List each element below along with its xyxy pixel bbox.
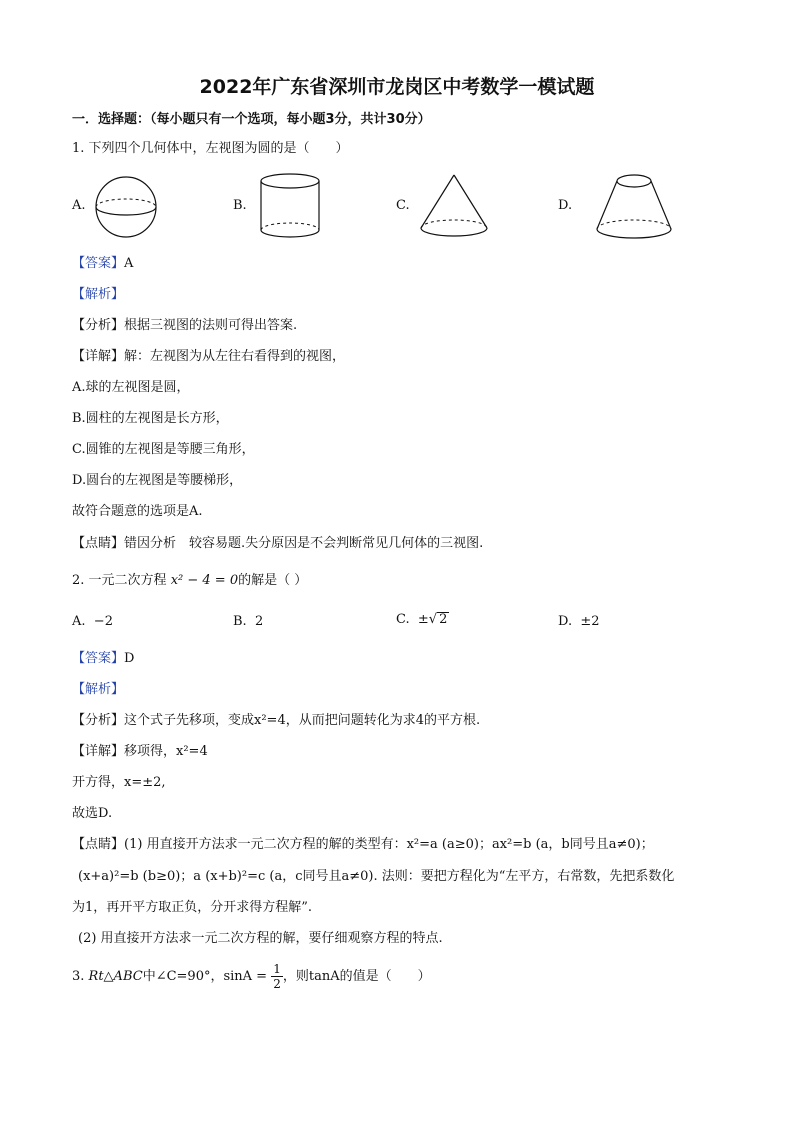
q2-xiangjie <box>72 743 208 761</box>
answer-value: D <box>124 651 135 666</box>
q3-mid: 中∠C=90°，sinA = <box>142 969 272 984</box>
q2-answer <box>72 650 134 668</box>
q1-answer <box>72 255 133 273</box>
q1-stem: 1. 下列四个几何体中，左视图为圆的是（ ） <box>72 141 349 156</box>
q2-stem-pre: 2. 一元二次方程 <box>72 573 167 588</box>
dianjing-text-1: (1) 用直接开方法求一元二次方程的解的类型有：x²=a (a≥0)；ax²=b (a，b同号且a≠0)； <box>124 837 654 852</box>
fenxi-text: 这个式子先移项，变成x²=4，从而把问题转化为求4的平方根. <box>124 713 481 728</box>
answer-value: A <box>124 256 134 271</box>
analysis-tag: 【解析】 <box>72 682 125 697</box>
dianjing-tag: 【点睛】 <box>72 837 125 852</box>
dianjing-text: 错因分析 较容易题.失分原因是不会判断常见几何体的三视图. <box>124 536 484 551</box>
answer-tag: 【答案】 <box>72 651 125 666</box>
q2-option-a-value: −2 <box>93 614 113 629</box>
answer-tag: 【答案】 <box>72 256 125 271</box>
q2-option-b <box>233 614 263 629</box>
cone-figure <box>418 172 490 240</box>
analysis-tag: 【解析】 <box>72 287 125 302</box>
dianjing-tag: 【点睛】 <box>72 536 125 551</box>
q1-analysis-tag <box>72 286 124 304</box>
q2-option-d <box>558 614 600 629</box>
q2-fenxi <box>72 712 480 730</box>
q3-number: 3. <box>72 969 89 984</box>
q3-numerator: 1 <box>273 962 281 976</box>
q2-dianjing-3: 为1，再开平方取正负，分开求得方程解”. <box>72 900 313 915</box>
q2-dianjing-4: (2) 用直接开方法求一元二次方程的解，要仔细观察方程的特点. <box>78 931 443 946</box>
page-title: 2022年广东省深圳市龙岗区中考数学一模试题 <box>199 76 595 98</box>
q2-option-c <box>396 612 449 627</box>
q1-fenxi <box>72 317 297 335</box>
q1-dianjing <box>72 535 483 553</box>
xiangjie-tag: 【详解】 <box>72 744 125 759</box>
q2-option-a-label: A. <box>72 614 86 629</box>
q2-analysis-tag <box>72 681 124 699</box>
q1-xiangjie <box>72 348 345 366</box>
q3-stem <box>72 960 431 994</box>
q1-conclusion: 故符合题意的选项是A. <box>72 504 203 519</box>
q2-dianjing-1 <box>72 836 654 854</box>
q2-option-c-pm: ± <box>417 612 429 627</box>
sqrt-symbol: √ <box>428 612 438 627</box>
fenxi-tag: 【分析】 <box>72 713 125 728</box>
q2-dianjing-2: (x+a)²=b (b≥0)；a (x+b)²=c (a，c同号且a≠0). 法则：要把方程化为“左平方，右常数，先把系数化 <box>78 869 675 884</box>
q3-denominator: 2 <box>273 977 281 991</box>
fenxi-text: 根据三视图的法则可得出答案. <box>124 318 298 333</box>
cylinder-figure <box>258 172 322 242</box>
xiangjie-text: 解：左视图为从左往右看得到的视图， <box>124 349 346 364</box>
frustum-figure <box>594 172 674 242</box>
q1-line-c: C.圆锥的左视图是等腰三角形， <box>72 442 255 457</box>
q2-equation: x² − 4 = 0 <box>170 573 239 588</box>
q2-option-d-label: D. <box>558 614 573 629</box>
q1-option-b-label: B. <box>233 198 247 213</box>
q2-stem-post: 的解是（ ） <box>238 573 308 588</box>
q1-option-a-label: A. <box>72 198 86 213</box>
q1-line-a: A.球的左视图是圆， <box>72 380 190 395</box>
q3-post: ，则tanA的值是（ ） <box>282 969 431 984</box>
xiangjie-text: 移项得，x²=4 <box>124 744 208 759</box>
q3-triangle: Rt△ABC <box>88 969 143 984</box>
q2-option-b-label: B. <box>233 614 247 629</box>
q2-line-1: 开方得，x=±2, <box>72 775 166 790</box>
section-heading: 一．选择题：（每小题只有一个选项，每小题3分，共计30分） <box>72 112 431 127</box>
q2-option-c-radicand: 2 <box>439 612 448 627</box>
xiangjie-tag: 【详解】 <box>72 349 125 364</box>
q1-line-b: B.圆柱的左视图是长方形， <box>72 411 229 426</box>
q1-line-d: D.圆台的左视图是等腰梯形， <box>72 473 243 488</box>
q2-option-d-value: ±2 <box>580 614 600 629</box>
q2-option-c-label: C. <box>396 612 410 627</box>
sphere-figure <box>94 175 158 239</box>
q1-option-d-label: D. <box>558 198 573 213</box>
q2-option-a <box>72 614 113 629</box>
q3-fraction <box>271 962 283 991</box>
q2-stem <box>72 572 307 590</box>
q2-option-b-value: 2 <box>254 614 264 629</box>
fenxi-tag: 【分析】 <box>72 318 125 333</box>
q1-option-c-label: C. <box>396 198 410 213</box>
q2-line-2: 故选D. <box>72 806 113 821</box>
